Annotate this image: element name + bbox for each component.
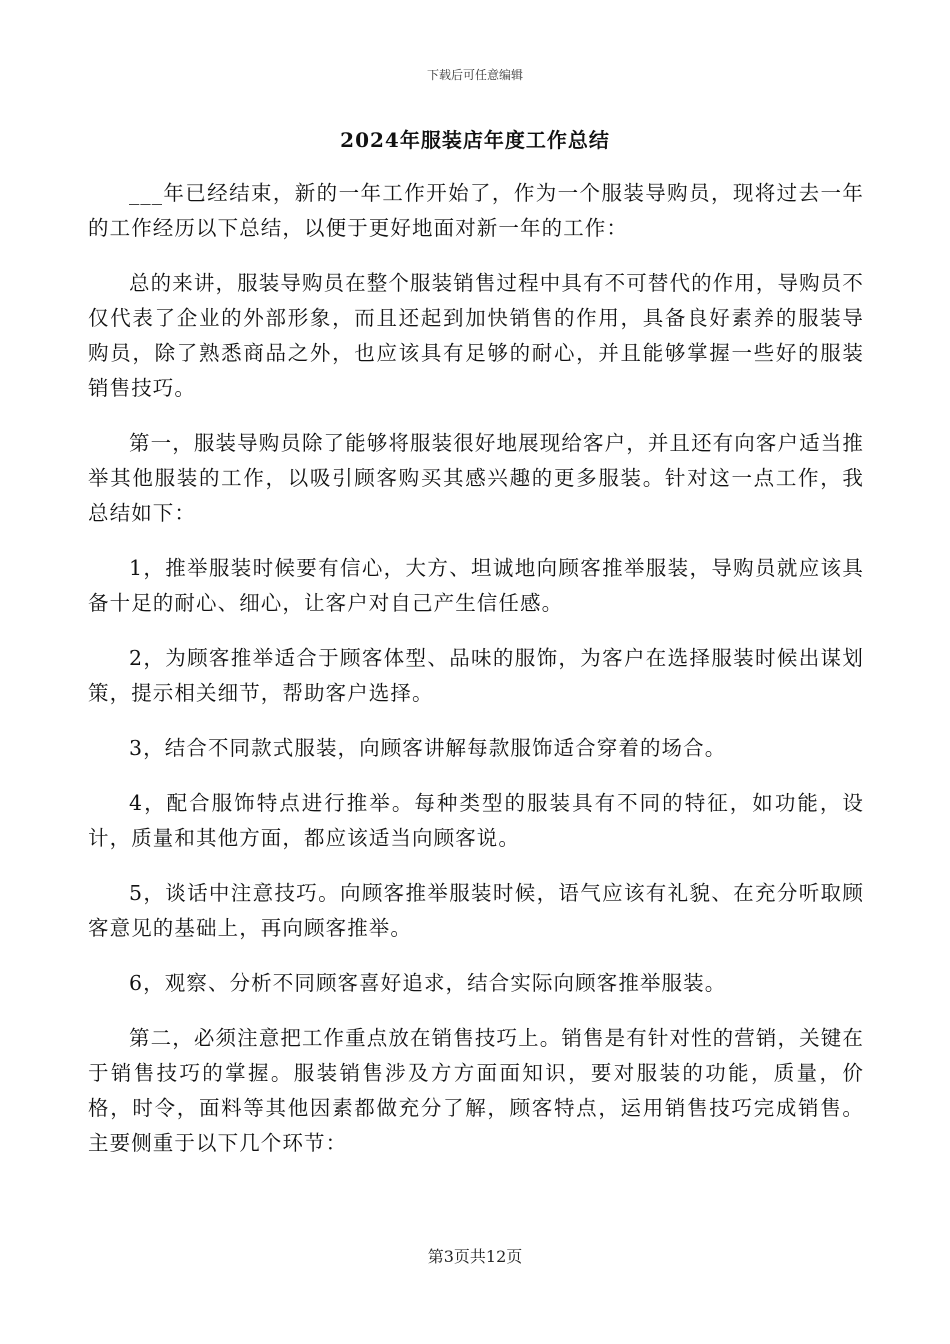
- paragraph-intro: ___年已经结束，新的一年工作开始了，作为一个服装导购员，现将过去一年的工作经历以下总结，以便于更好地面对新一年的工作：: [88, 181, 864, 240]
- list-item-4: 4，配合服饰特点进行推举。每种类型的服装具有不同的特征，如功能，设计，质量和其他方面，都应该适当向顾客说。: [88, 791, 864, 850]
- page-number-footer: 第3页共12页: [427, 1247, 523, 1266]
- header-note: 下载后可任意编辑: [426, 68, 523, 82]
- list-item-5: 5，谈话中注意技巧。向顾客推举服装时候，语气应该有礼貌、在充分听取顾客意见的基础上，再向顾客推举。: [88, 881, 864, 940]
- list-item-6: 6，观察、分析不同顾客喜好追求，结合实际向顾客推举服装。: [129, 971, 727, 995]
- document-title: 2024年服装店年度工作总结: [340, 128, 610, 152]
- list-item-3: 3，结合不同款式服装，向顾客讲解每款服饰适合穿着的场合。: [129, 736, 727, 760]
- paragraph-overview: 总的来讲，服装导购员在整个服装销售过程中具有不可替代的作用，导购员不仅代表了企业的外部形象，而且还起到加快销售的作用，具备良好素养的服装导购员，除了熟悉商品之外，也应该具有足够的耐心，并且能够掌握一些好的服装销售技巧。: [88, 271, 864, 400]
- document-body: [88, 176, 864, 1181]
- paragraph-point-one: 第一，服装导购员除了能够将服装很好地展现给客户，并且还有向客户适当推举其他服装的工作，以吸引顾客购买其感兴趣的更多服装。针对这一点工作，我总结如下：: [88, 431, 864, 525]
- paragraph-point-two: 第二，必须注意把工作重点放在销售技巧上。销售是有针对性的营销，关键在于销售技巧的掌握。服装销售涉及方方面面知识，要对服装的功能，质量，价格，时令，面料等其他因素都做充分了解，顾客特点，运用销售技巧完成销售。主要侧重于以下几个环节：: [88, 1026, 864, 1155]
- list-item-2: 2，为顾客推举适合于顾客体型、品味的服饰，为客户在选择服装时候出谋划策，提示相关细节，帮助客户选择。: [88, 646, 864, 705]
- list-item-1: 1，推举服装时候要有信心，大方、坦诚地向顾客推举服装，导购员就应该具备十足的耐心、细心，让客户对自己产生信任感。: [88, 556, 864, 615]
